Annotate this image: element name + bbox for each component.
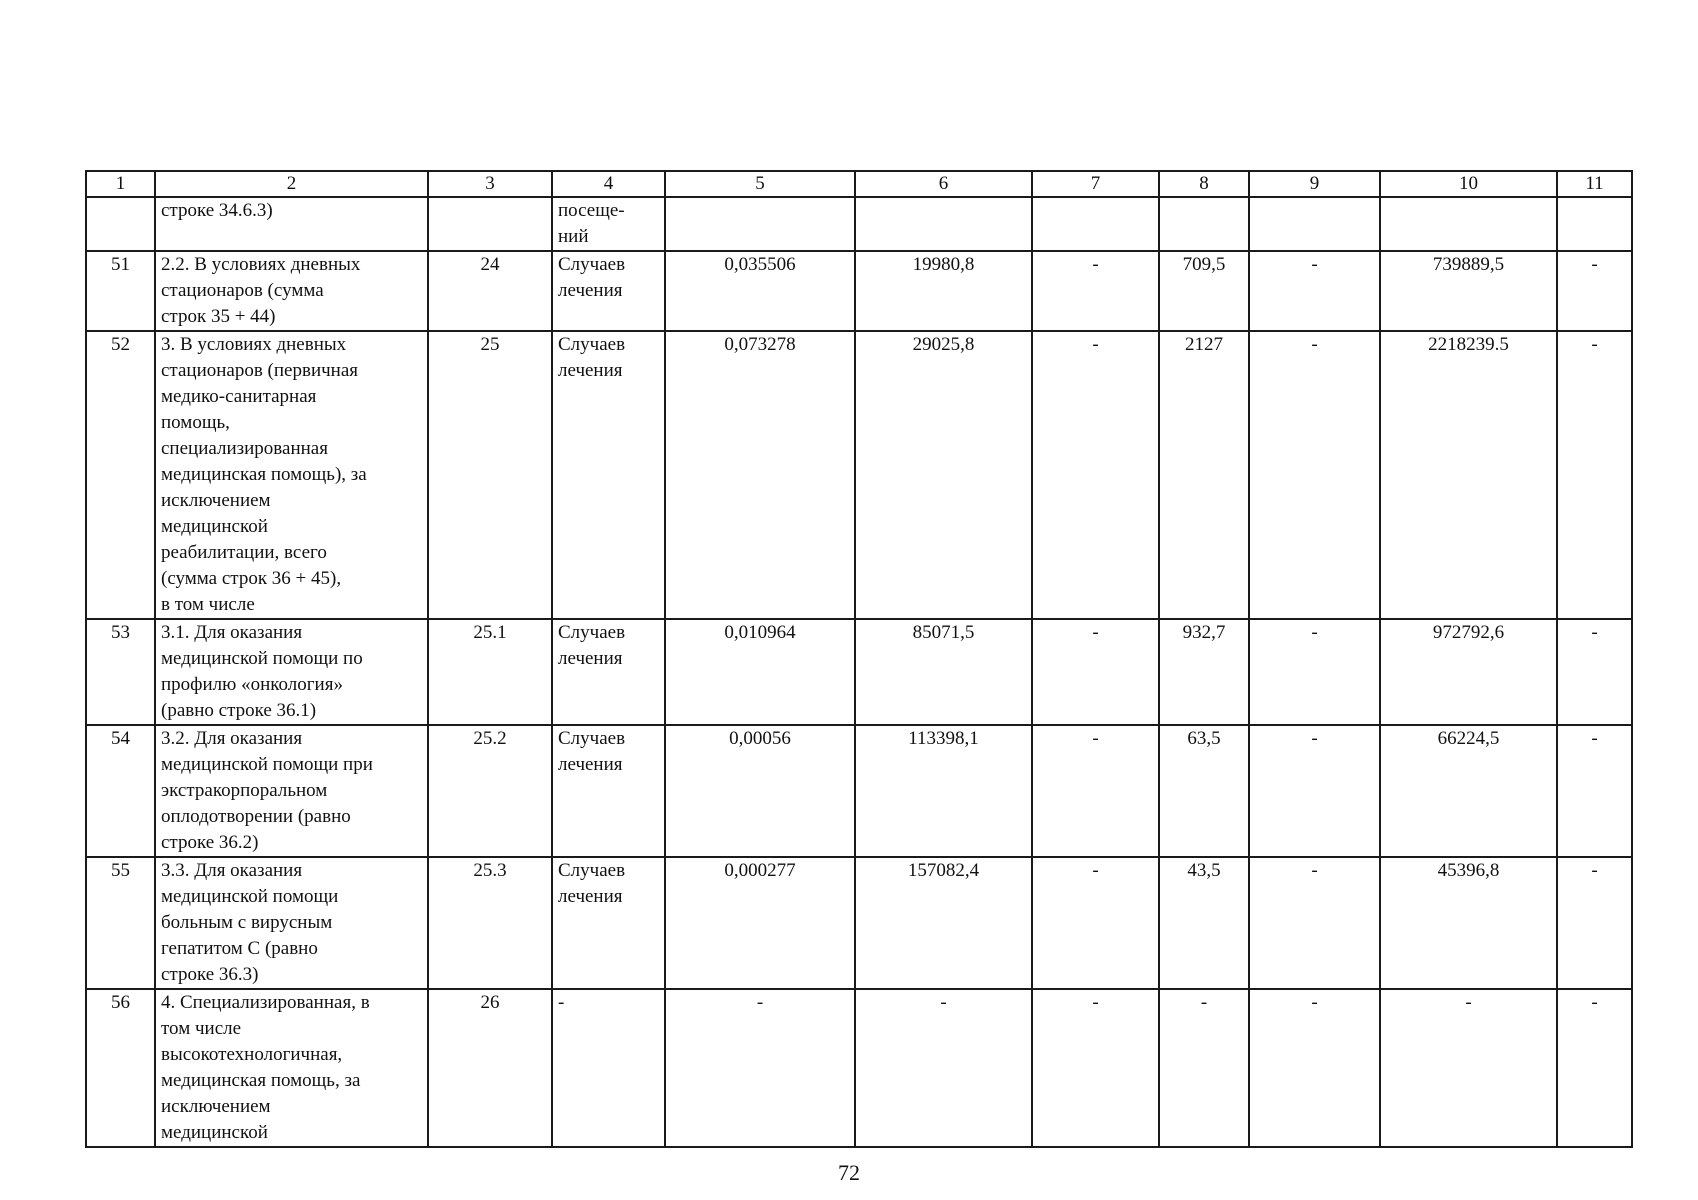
rate-cell <box>665 197 855 251</box>
cost-cell: 113398,1 <box>855 725 1032 857</box>
cost-cell: 19980,8 <box>855 251 1032 331</box>
cost-cell: 157082,4 <box>855 857 1032 989</box>
column-8-cell: - <box>1159 989 1249 1147</box>
rate-cell: 0,00056 <box>665 725 855 857</box>
unit-cell: Случаев лечения <box>552 857 665 989</box>
cost-cell <box>855 197 1032 251</box>
table-row <box>86 989 1632 1147</box>
column-11-cell: - <box>1557 619 1632 725</box>
column-header: 1 <box>86 171 155 197</box>
description-cell: 4. Специализированная, в том числе высокотехнологичная, медицинская помощь, за исключением медицинской <box>155 989 428 1147</box>
column-11-cell <box>1557 197 1632 251</box>
column-8-cell: 63,5 <box>1159 725 1249 857</box>
column-number-row <box>86 171 1632 197</box>
row-number-cell: 55 <box>86 857 155 989</box>
column-9-cell: - <box>1249 857 1380 989</box>
table-row <box>86 619 1632 725</box>
column-7-cell <box>1032 197 1159 251</box>
column-9-cell: - <box>1249 725 1380 857</box>
column-11-cell: - <box>1557 857 1632 989</box>
description-cell: 2.2. В условиях дневных стационаров (сумма строк 35 + 44) <box>155 251 428 331</box>
rate-cell: - <box>665 989 855 1147</box>
row-number-cell: 56 <box>86 989 155 1147</box>
column-11-cell: - <box>1557 251 1632 331</box>
rate-cell: 0,073278 <box>665 331 855 619</box>
code-cell: 26 <box>428 989 552 1147</box>
cost-cell: - <box>855 989 1032 1147</box>
column-11-cell: - <box>1557 989 1632 1147</box>
code-cell: 24 <box>428 251 552 331</box>
code-cell: 25.2 <box>428 725 552 857</box>
column-header: 11 <box>1557 171 1632 197</box>
column-header: 9 <box>1249 171 1380 197</box>
unit-cell: Случаев лечения <box>552 251 665 331</box>
cost-cell: 85071,5 <box>855 619 1032 725</box>
amount-cell: 739889,5 <box>1380 251 1557 331</box>
unit-cell: Случаев лечения <box>552 619 665 725</box>
column-9-cell: - <box>1249 251 1380 331</box>
rate-cell: 0,000277 <box>665 857 855 989</box>
column-9-cell: - <box>1249 331 1380 619</box>
column-header: 3 <box>428 171 552 197</box>
cost-cell: 29025,8 <box>855 331 1032 619</box>
unit-cell: - <box>552 989 665 1147</box>
column-7-cell: - <box>1032 989 1159 1147</box>
table-body <box>86 197 1632 1147</box>
column-8-cell: 709,5 <box>1159 251 1249 331</box>
unit-cell: Случаев лечения <box>552 725 665 857</box>
column-11-cell: - <box>1557 331 1632 619</box>
column-8-cell: 43,5 <box>1159 857 1249 989</box>
column-header: 10 <box>1380 171 1557 197</box>
description-cell: 3.2. Для оказания медицинской помощи при экстракорпоральном оплодотворении (равно строке 36.2) <box>155 725 428 857</box>
column-7-cell: - <box>1032 251 1159 331</box>
code-cell: 25 <box>428 331 552 619</box>
column-9-cell <box>1249 197 1380 251</box>
data-table <box>85 170 1633 1148</box>
amount-cell: 45396,8 <box>1380 857 1557 989</box>
description-cell: 3. В условиях дневных стационаров (первичная медико-санитарная помощь, специализированная медицинская помощь), за исключением медицинской реабилитации, всего (сумма строк 36 + 45), в том числе <box>155 331 428 619</box>
column-header: 5 <box>665 171 855 197</box>
table-row <box>86 725 1632 857</box>
column-header: 8 <box>1159 171 1249 197</box>
page-number: 72 <box>838 1160 860 1185</box>
column-8-cell: 2127 <box>1159 331 1249 619</box>
row-number-cell <box>86 197 155 251</box>
amount-cell <box>1380 197 1557 251</box>
row-number-cell: 52 <box>86 331 155 619</box>
description-cell: 3.1. Для оказания медицинской помощи по профилю «онкология» (равно строке 36.1) <box>155 619 428 725</box>
column-7-cell: - <box>1032 331 1159 619</box>
amount-cell: 2218239.5 <box>1380 331 1557 619</box>
amount-cell: - <box>1380 989 1557 1147</box>
column-11-cell: - <box>1557 725 1632 857</box>
table-row <box>86 197 1632 251</box>
column-9-cell: - <box>1249 619 1380 725</box>
column-9-cell: - <box>1249 989 1380 1147</box>
code-cell: 25.3 <box>428 857 552 989</box>
column-header: 4 <box>552 171 665 197</box>
column-8-cell: 932,7 <box>1159 619 1249 725</box>
table-row <box>86 331 1632 619</box>
rate-cell: 0,035506 <box>665 251 855 331</box>
unit-cell: посеще- ний <box>552 197 665 251</box>
amount-cell: 972792,6 <box>1380 619 1557 725</box>
code-cell: 25.1 <box>428 619 552 725</box>
code-cell <box>428 197 552 251</box>
table-row <box>86 857 1632 989</box>
column-header: 6 <box>855 171 1032 197</box>
rate-cell: 0,010964 <box>665 619 855 725</box>
amount-cell: 66224,5 <box>1380 725 1557 857</box>
table-row <box>86 251 1632 331</box>
description-cell: строке 34.6.3) <box>155 197 428 251</box>
column-8-cell <box>1159 197 1249 251</box>
description-cell: 3.3. Для оказания медицинской помощи больным с вирусным гепатитом С (равно строке 36.3) <box>155 857 428 989</box>
row-number-cell: 54 <box>86 725 155 857</box>
unit-cell: Случаев лечения <box>552 331 665 619</box>
column-header: 2 <box>155 171 428 197</box>
column-7-cell: - <box>1032 857 1159 989</box>
row-number-cell: 53 <box>86 619 155 725</box>
row-number-cell: 51 <box>86 251 155 331</box>
column-7-cell: - <box>1032 725 1159 857</box>
column-7-cell: - <box>1032 619 1159 725</box>
column-header: 7 <box>1032 171 1159 197</box>
